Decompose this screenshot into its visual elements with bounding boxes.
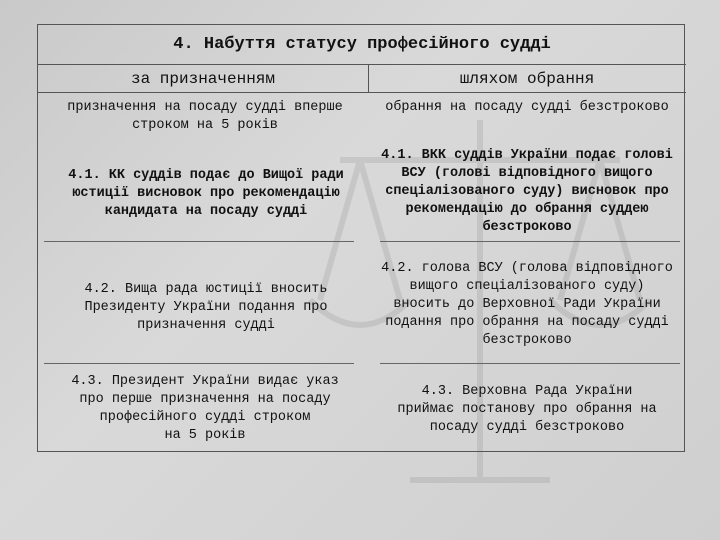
row0-left-text: призначення на посаду судді вперше строком на 5 років xyxy=(67,100,343,133)
row2-right-text: 4.2. голова ВСУ (голова відповідного вищого спеціалізованого суду) вносить до Верховної Ради України подання про обрання на посаду судді безстроково xyxy=(381,261,673,348)
row3-left-text: 4.3. Президент України видає указ про перше призначення на посаду професійного судді строком на 5 років xyxy=(71,374,339,443)
row1-right-divider xyxy=(380,241,680,242)
row2-right-divider xyxy=(380,363,680,364)
row1-left-text: 4.1. КК суддів подає до Вищої ради юстиції висновок про рекомендацію кандидата на посаду судді xyxy=(68,168,344,219)
column-header-election: шляхом обрання xyxy=(368,65,686,93)
column-header-appointment: за призначенням xyxy=(38,65,368,93)
row2-left-text: 4.2. Вища рада юстиції вносить Президенту України подання про призначення судді xyxy=(84,282,328,333)
row3-right-text: 4.3. Верховна Рада України приймає постанову про обрання на посаду судді безстроково xyxy=(397,384,657,435)
row2-left-divider xyxy=(44,363,354,364)
row1-right-text: 4.1. ВКК суддів України подає голові ВСУ (голові відповідного вищого спеціалізованого суду) висновок про рекомендацію до обрання суддею безстроково xyxy=(381,148,673,235)
row1-left-divider xyxy=(44,241,354,242)
row0-right-text: обрання на посаду судді безстроково xyxy=(385,100,669,115)
table-title: 4. Набуття статусу професійного судді xyxy=(38,25,686,65)
comparison-table xyxy=(37,24,685,452)
